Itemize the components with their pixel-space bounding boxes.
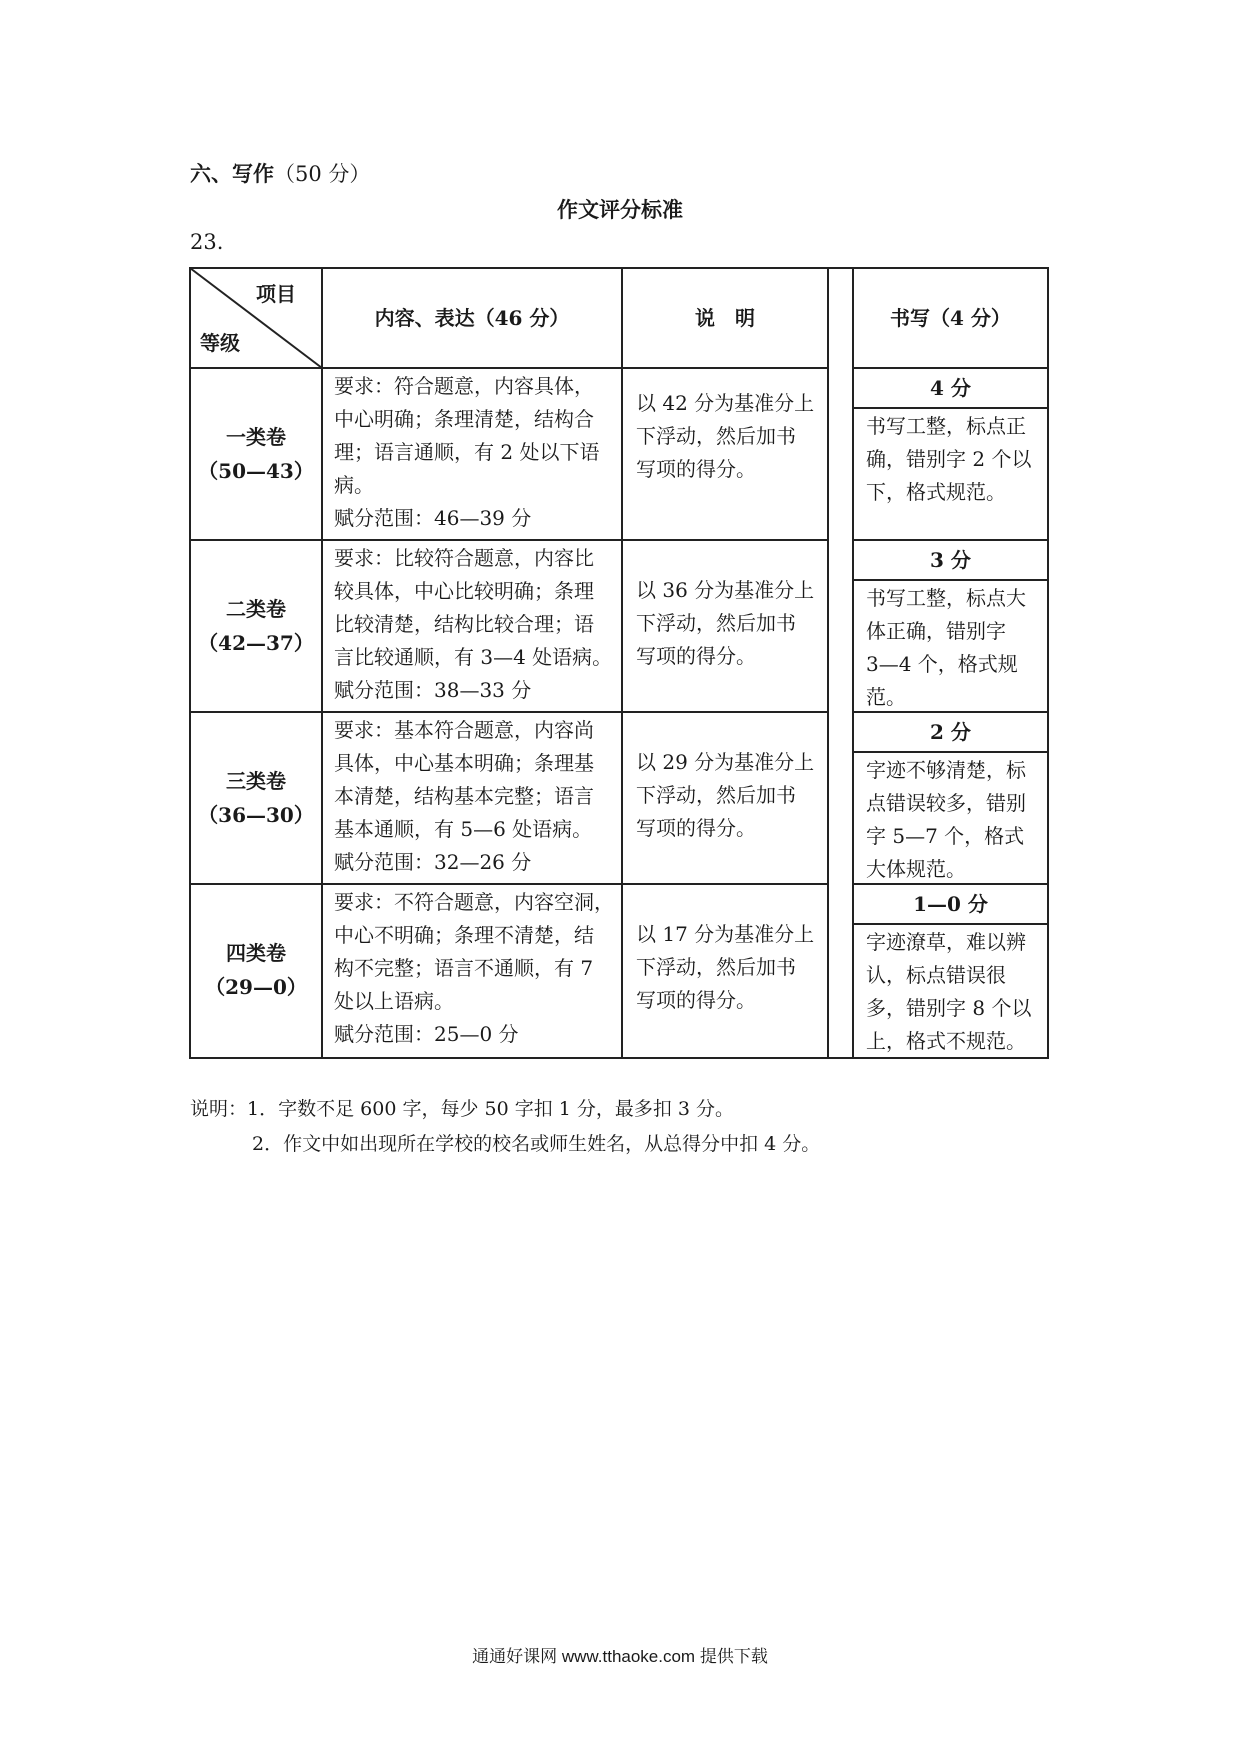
writing-line: 多，错别字 8 个以 [866, 996, 1032, 1020]
writing-score: 4 分 [930, 376, 971, 400]
requirement-line: 要求：比较符合题意，内容比 [334, 546, 594, 570]
score-range: 赋分范围：25—0 分 [334, 1022, 519, 1046]
requirement-line: 理；语言通顺，有 2 处以下语 [334, 440, 600, 464]
requirement-line: 中心明确；条理清楚，结构合 [334, 407, 594, 431]
level-name: 三类卷 [226, 769, 286, 793]
writing-criteria [866, 926, 1046, 1058]
level-cell [190, 764, 322, 832]
explain-line: 下浮动，然后加书 [636, 611, 796, 635]
level-cell [190, 420, 322, 488]
explain-line: 写项的得分。 [636, 457, 756, 481]
writing-line: 书写工整，标点大 [866, 586, 1026, 610]
header-diag-bottom: 等级 [200, 331, 240, 355]
header-content: 内容、表达（46 分） [374, 306, 570, 330]
explain-line: 下浮动，然后加书 [636, 783, 796, 807]
writing-score: 1—0 分 [913, 892, 988, 916]
explain-cell [636, 918, 826, 1017]
writing-line: 3—4 个，格式规 [866, 652, 1018, 676]
explain-line: 下浮动，然后加书 [636, 424, 796, 448]
level-range: （42—37） [198, 631, 314, 655]
writing-line: 大体规范。 [866, 857, 966, 881]
requirement-line: 基本通顺，有 5—6 处语病。 [334, 817, 593, 841]
level-name: 二类卷 [226, 597, 286, 621]
note-item [190, 1127, 820, 1162]
explain-line: 以 36 分为基准分上 [636, 578, 815, 602]
requirement-line: 构不完整；语言不通顺，有 7 [334, 956, 594, 980]
writing-line: 下，格式规范。 [866, 480, 1006, 504]
header-explain: 说 明 [695, 306, 755, 330]
section-title: 六、写作 [190, 161, 274, 186]
writing-score: 3 分 [930, 548, 971, 572]
section-points: （50 分） [274, 162, 371, 186]
requirement-line: 要求：符合题意，内容具体， [334, 374, 594, 398]
requirement-cell [334, 886, 618, 1051]
notes-section [190, 1092, 820, 1162]
table-title: 作文评分标准 [557, 197, 683, 222]
explain-line: 以 42 分为基准分上 [636, 391, 815, 415]
writing-criteria [866, 582, 1046, 714]
score-range: 赋分范围：38—33 分 [334, 678, 532, 702]
writing-line: 范。 [866, 685, 906, 709]
explain-line: 下浮动，然后加书 [636, 955, 796, 979]
score-range: 赋分范围：32—26 分 [334, 850, 532, 874]
explain-cell [636, 746, 826, 845]
requirement-line: 要求：不符合题意，内容空洞， [334, 890, 614, 914]
page-footer: 通通好课网 www.tthaoke.com 提供下载 [472, 1647, 768, 1666]
writing-line: 确，错别字 2 个以 [866, 447, 1032, 471]
explain-line: 以 17 分为基准分上 [636, 922, 815, 946]
explain-cell [636, 387, 826, 486]
writing-score: 2 分 [930, 720, 971, 744]
writing-line: 书写工整，标点正 [866, 414, 1026, 438]
section-heading [190, 158, 370, 188]
explain-line: 写项的得分。 [636, 816, 756, 840]
note-item [190, 1092, 820, 1127]
writing-line: 字 5—7 个，格式 [866, 824, 1025, 848]
explain-line: 写项的得分。 [636, 988, 756, 1012]
writing-line: 体正确，错别字 [866, 619, 1006, 643]
requirement-cell [334, 714, 618, 879]
header-diag-top: 项目 [256, 282, 296, 306]
level-range: （36—30） [198, 803, 314, 827]
writing-line: 点错误较多，错别 [866, 791, 1026, 815]
level-cell [190, 936, 322, 1004]
header-writing: 书写（4 分） [890, 306, 1011, 330]
question-number: 23. [190, 230, 224, 254]
level-range: （29—0） [205, 975, 307, 999]
level-name: 四类卷 [226, 941, 286, 965]
writing-line: 认，标点错误很 [866, 963, 1006, 987]
requirement-line: 较具体，中心比较明确；条理 [334, 579, 594, 603]
level-cell [190, 592, 322, 660]
requirement-line: 病。 [334, 473, 374, 497]
writing-criteria [866, 754, 1046, 886]
requirement-line: 处以上语病。 [334, 989, 454, 1013]
requirement-line: 比较清楚，结构比较合理；语 [334, 612, 594, 636]
note-text: 2．作文中如出现所在学校的校名或师生姓名，从总得分中扣 4 分。 [252, 1133, 821, 1155]
requirement-line: 言比较通顺，有 3—4 处语病。 [334, 645, 613, 669]
requirement-line: 要求：基本符合题意，内容尚 [334, 718, 594, 742]
notes-label: 说明： [190, 1098, 248, 1120]
level-range: （50—43） [198, 459, 314, 483]
explain-line: 写项的得分。 [636, 644, 756, 668]
level-name: 一类卷 [226, 425, 286, 449]
writing-line: 上，格式不规范。 [866, 1029, 1026, 1053]
score-range: 赋分范围：46—39 分 [334, 506, 532, 530]
explain-line: 以 29 分为基准分上 [636, 750, 815, 774]
requirement-line: 本清楚，结构基本完整；语言 [334, 784, 594, 808]
requirement-line: 中心不明确；条理不清楚，结 [334, 923, 594, 947]
requirement-cell [334, 542, 618, 707]
writing-line: 字迹潦草，难以辨 [866, 930, 1026, 954]
writing-line: 字迹不够清楚，标 [866, 758, 1026, 782]
explain-cell [636, 574, 826, 673]
note-text: 1．字数不足 600 字，每少 50 字扣 1 分，最多扣 3 分。 [247, 1098, 735, 1120]
requirement-line: 具体，中心基本明确；条理基 [334, 751, 594, 775]
requirement-cell [334, 370, 618, 535]
writing-criteria [866, 410, 1046, 509]
